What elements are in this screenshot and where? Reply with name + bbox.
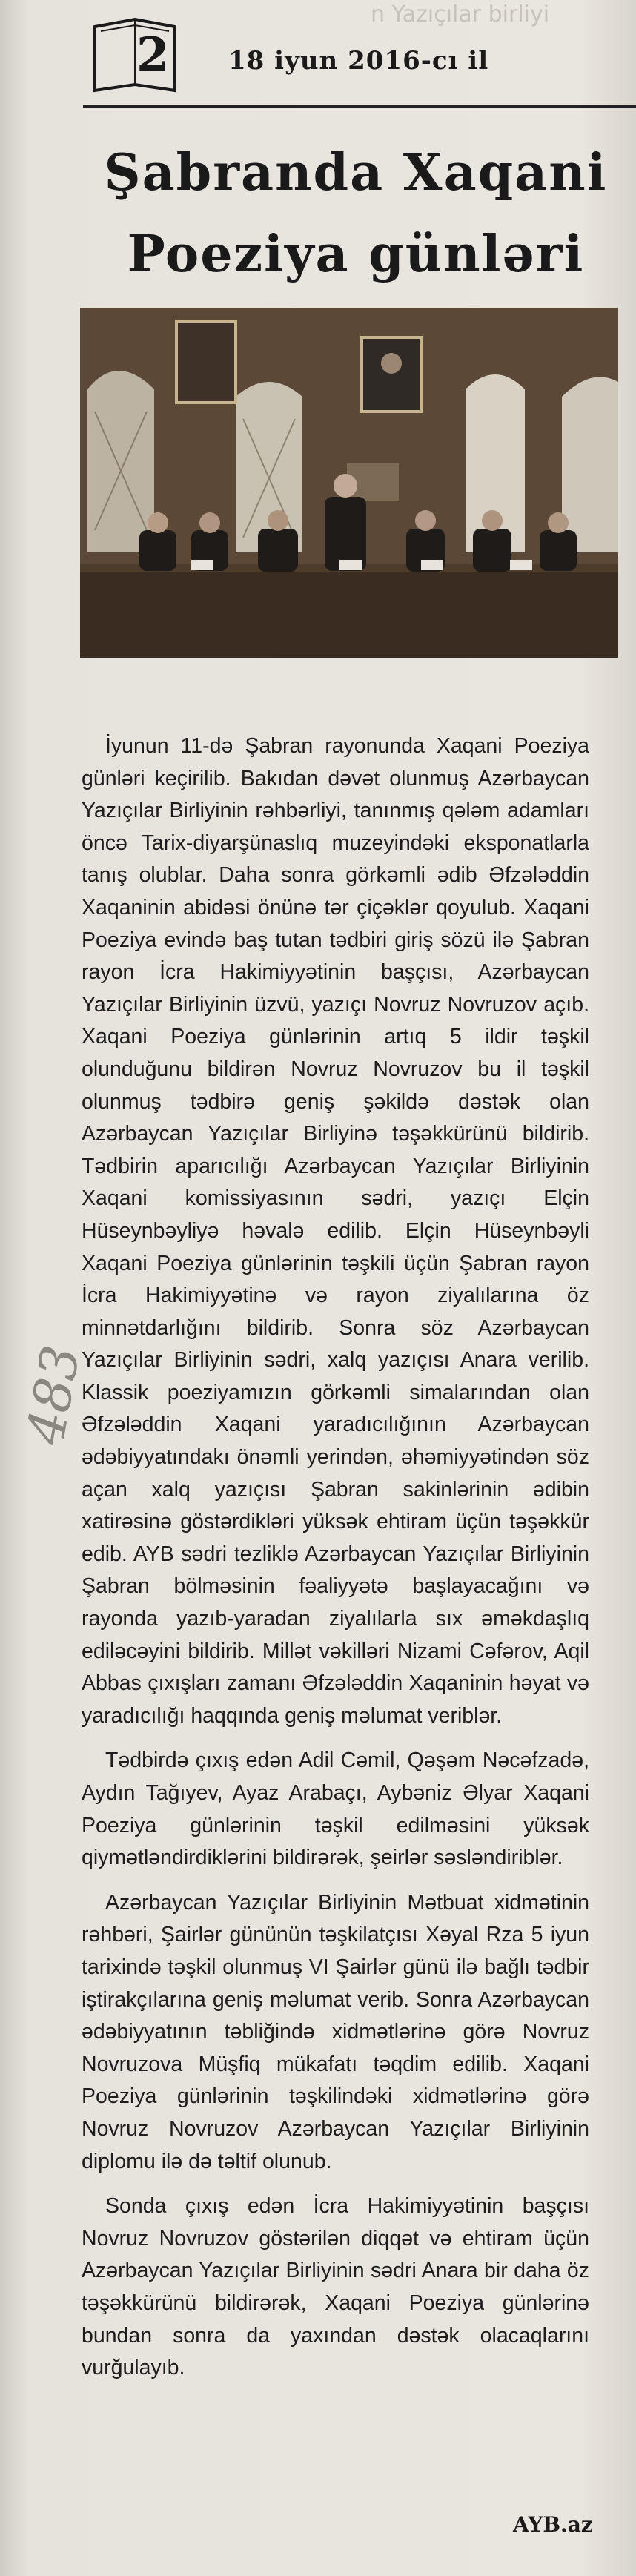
handwritten-margin-note: 483 bbox=[15, 1341, 92, 1450]
page-number: 2 bbox=[136, 27, 170, 83]
meeting-photo-illustration bbox=[80, 308, 618, 658]
header-rule bbox=[83, 105, 636, 108]
headline-line-1: Şabranda Xaqani bbox=[104, 143, 608, 202]
article-paragraph-3: Azərbaycan Yazıçılar Birliyinin Mətbuat xidmətinin rəhbəri, Şairlər gününün təşkilatçısı Xəyal Rza 5 iyun tarixində təşkil olunmuş VI Şairlər günü ilə bağlı tədbir iştirakçılarına geniş məlumat verib. Sonra Azərbaycan ədəbiyyatının təbliğində xidmətlərinə görə Novruz Novruzova Müşfiq mükafatı təqdim edilib. Xaqani Poeziya günlərinin təşkilindəki xidmətlərinə görə Novruz Novruzov Azərbaycan Yazıçılar Birliyinin diplomu ilə də təltif olunub. bbox=[82, 1890, 589, 2173]
article-headline bbox=[82, 132, 630, 295]
article-paragraph-2: Tədbirdə çıxış edən Adil Cəmil, Qəşəm Nəcəfzadə, Aydın Tağıyev, Ayaz Arabaçı, Aybəniz Əlyar Xaqani Poeziya günlərinin təşkil edilməsini yüksək qiymətləndirdiklərini bildirərək, şeirlər səsləndiriblər. bbox=[82, 1748, 589, 1870]
headline-line-2: Poeziya günləri bbox=[127, 225, 585, 284]
article-paragraph-1: İyunun 11-də Şabran rayonunda Xaqani Poeziya günləri keçirilib. Bakıdan dəvət olunmuş Azərbaycan Yazıçılar Birliyinin rəhbərliyi, tanınmış qələm adamları öncə Tarix-diyarşünaslıq muzeyindəki eksponatlarla tanış olublar. Daha sonra görkəmli ədib Əfzələddin Xaqaninin abidəsi önünə tər çiçəklər qoyulub. Xaqani Poeziya evində baş tutan tədbiri giriş sözü ilə Şabran rayon İcra Hakimiyyətinin başçısı, Azərbaycan Yazıçılar Birliyinin üzvü, yazıçı Novruz Novruzov açıb. Xaqani Poeziya günlərinin artıq 5 ildir təşkil olunduğunu bildirən Novruz Novruzov bu il təşkil olunmuş tədbirə geniş şəkildə dəstək olan Azərbaycan Yazıçılar Birliyinə təşəkkürünü bildirib. Tədbirin aparıcılığı Azərbaycan Yazıçılar Birliyinin Xaqani komissiyasının sədri, yazıçı Elçin Hüseynbəyliyə həvalə edilib. Elçin Hüseynbəyli Xaqani Poeziya günlərinin təşkili üçün Şabran rayon İcra Hakimiyyətinə və rayon ziyalılarına öz minnətdarlığını bildirib. Sonra söz Azərbaycan Yazıçılar Birliyinin sədri, xalq yazıçısı Anara verilib. Klassik poeziyamızın görkəmli simalarından olan Əfzələddin Xaqani yaradıcılığının Azərbaycan ədəbiyyatındakı önəmli yerindən, əhəmiyyətindən söz açan xalq yazıçısı Şabran sakinlərinin ədibin xatirəsinə göstərdikləri yüksək ehtiram üçün təşəkkür edib. AYB sədri tezliklə Azərbaycan Yazıçılar Birliyinin Şabran bölməsinin fəaliyyətə başlayacağını və rayonda yazıb-yaradan ziyalılarla sıx əməkdaşlıq ediləcəyini bildirib. Millət vəkilləri Nizami Cəfərov, Aqil Abbas çıxışları zamanı Əfzələddin Xaqaninin həyat və yaradıcılığı haqqında geniş məlumat veriblər. bbox=[82, 734, 589, 1728]
issue-date: 18 iyun 2016-cı il bbox=[228, 46, 489, 76]
bleed-through-text: n Yazıçılar birliyi bbox=[371, 1, 550, 27]
event-photo bbox=[80, 308, 618, 658]
page-number-badge bbox=[90, 16, 179, 96]
article-source: AYB.az bbox=[513, 2512, 593, 2537]
article-body bbox=[82, 730, 589, 2397]
article-paragraph-4: Sonda çıxış edən İcra Hakimiyyətinin başçısı Novruz Novruzov göstərilən diqqət və ehtiram üçün Azərbaycan Yazıçılar Birliyinin sədri Anara bir daha öz təşəkkürünü bildirərək, Xaqani Poeziya günlərinə bundan sonra da yaxından dəstək olacaqlarını vurğulayıb. bbox=[82, 2194, 589, 2380]
